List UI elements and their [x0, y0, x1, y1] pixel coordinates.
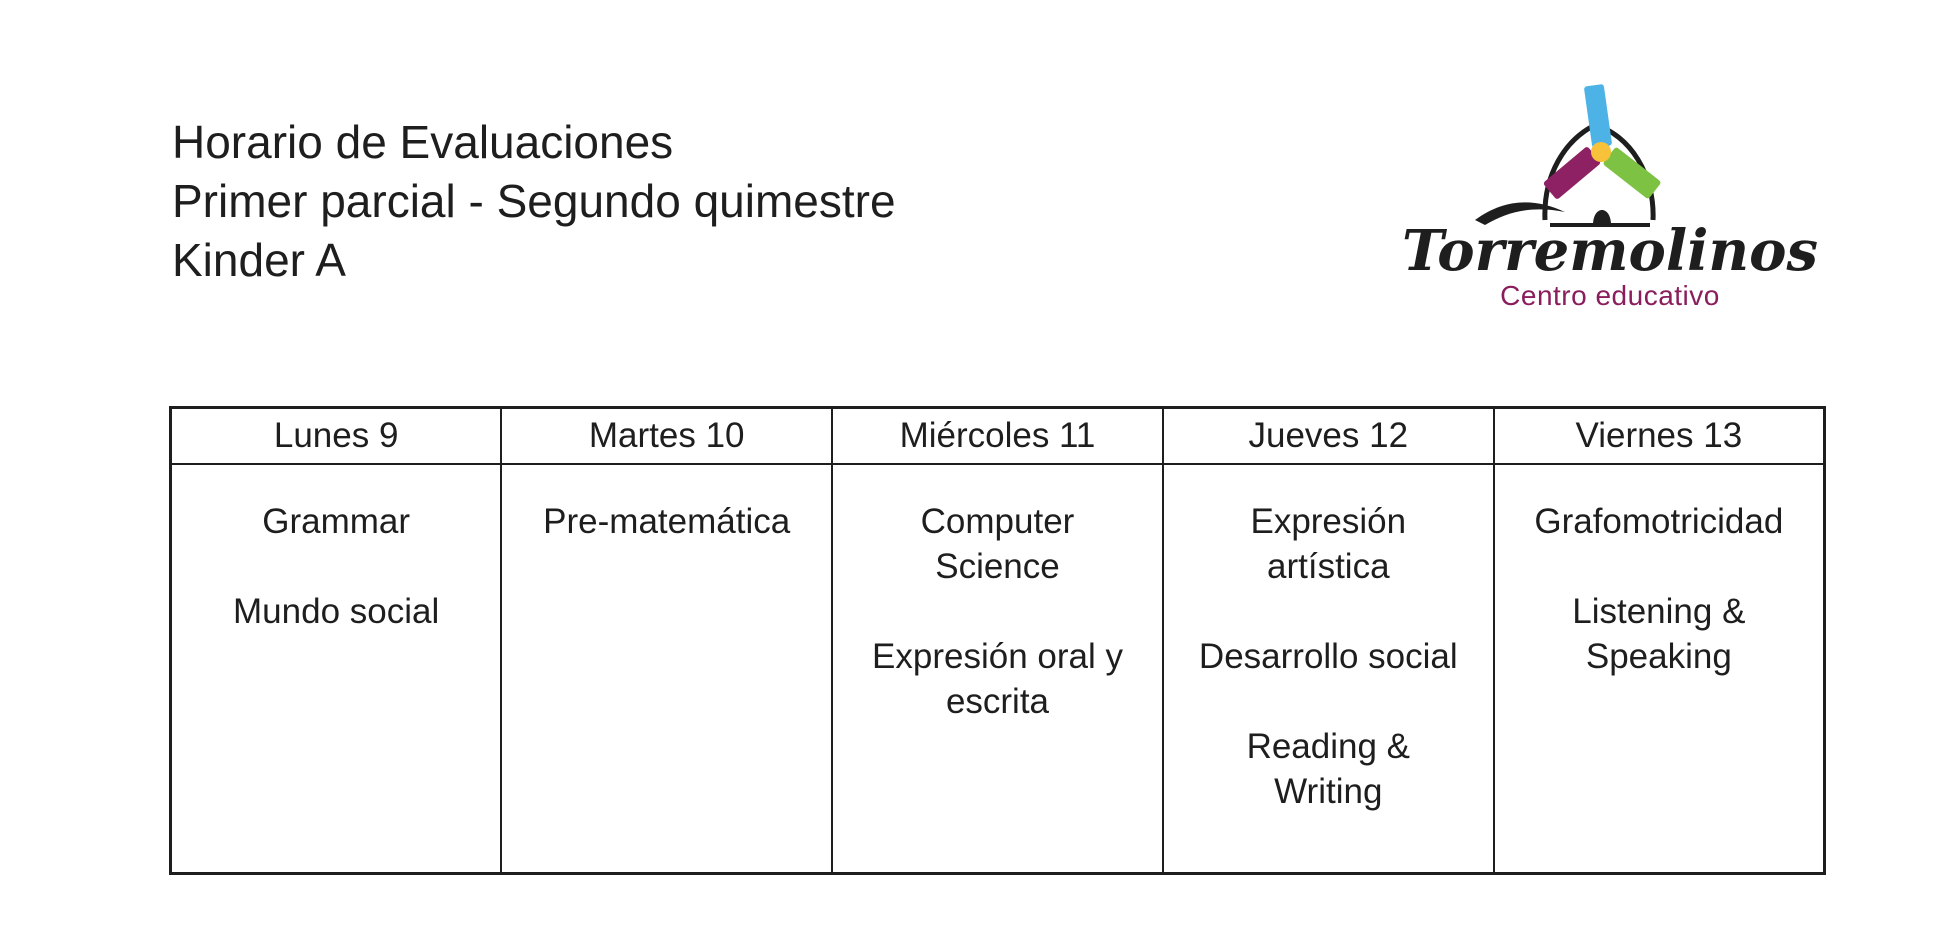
day-cell-thursday [1163, 464, 1494, 874]
logo-center-dot [1591, 142, 1611, 162]
day-header-thursday: Jueves 12 [1163, 408, 1494, 465]
school-logo [1402, 80, 1818, 335]
day-cell-monday [171, 464, 502, 874]
day-header-tuesday: Martes 10 [501, 408, 832, 465]
table-header-row [171, 408, 1825, 465]
subject-item: Listening & Speaking [1572, 592, 1746, 676]
logo-graphic [1402, 80, 1818, 290]
heading-period: Primer parcial - Segundo quimestre [172, 175, 896, 227]
logo-blue-stick [1584, 84, 1612, 148]
subject-item: Reading & Writing [1246, 727, 1411, 811]
logo-wordmark: Torremolinos [1402, 218, 1818, 284]
table-row [171, 464, 1825, 874]
day-header-monday: Lunes 9 [171, 408, 502, 465]
heading-class: Kinder A [172, 234, 346, 286]
subject-item: Grafomotricidad [1534, 502, 1784, 541]
day-header-wednesday: Miércoles 11 [832, 408, 1163, 465]
heading-title: Horario de Evaluaciones [172, 116, 674, 168]
day-header-friday: Viernes 13 [1494, 408, 1825, 465]
subject-item: Expresión artística [1250, 502, 1407, 586]
subject-item: Mundo social [233, 592, 440, 631]
page-heading [172, 113, 896, 290]
day-cell-friday [1494, 464, 1825, 874]
subject-item: Expresión oral y escrita [872, 637, 1123, 721]
subject-item: Computer Science [920, 502, 1075, 586]
logo-subtitle: Centro educativo [1500, 280, 1720, 311]
subject-item: Desarrollo social [1198, 637, 1458, 676]
day-cell-wednesday [832, 464, 1163, 874]
subject-item: Grammar [262, 502, 411, 541]
subject-item: Pre-matemática [543, 502, 791, 541]
day-cell-tuesday [501, 464, 832, 874]
evaluation-schedule-table [169, 406, 1826, 875]
